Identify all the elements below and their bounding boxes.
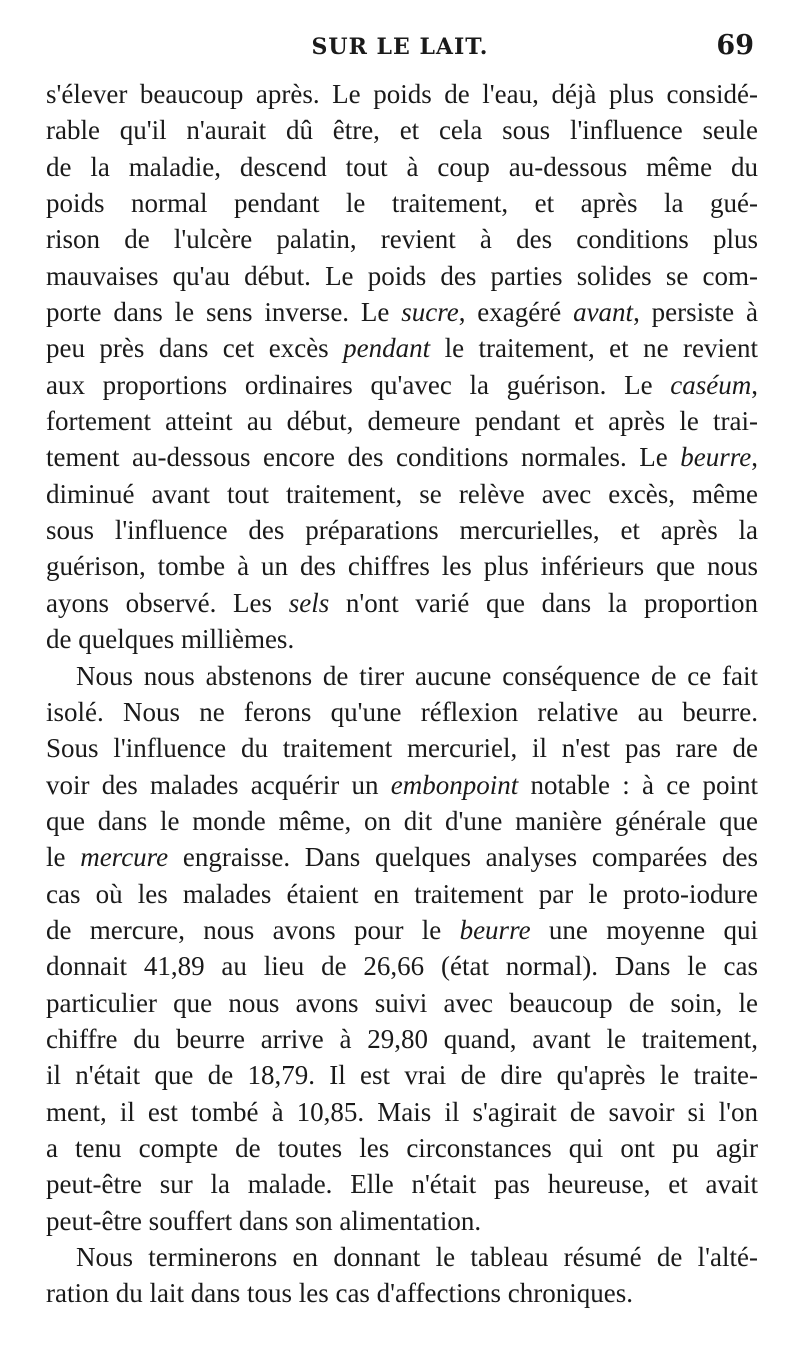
text-line [46, 112, 758, 148]
text-segment: peut-être sur la malade. Elle n'était pas heureuse, et avait [46, 1169, 758, 1200]
text-line [46, 1130, 758, 1166]
text-line [46, 76, 758, 112]
text-segment: ayons observé. Les [46, 587, 289, 618]
text-segment: notable : à ce point [518, 769, 758, 800]
text-segment: de quelques millièmes. [46, 624, 295, 655]
text-line [46, 839, 758, 875]
text-segment: isolé. Nous ne ferons qu'une réflexion relative au beurre. [46, 696, 758, 727]
italic-term: mercure [80, 842, 169, 873]
text-line [46, 876, 758, 912]
text-line [46, 1021, 758, 1057]
running-title: SUR LE LAIT. [311, 34, 489, 60]
text-segment: particulier que nous avons suivi avec beaucoup de soin, le [46, 987, 758, 1018]
text-segment: , exagéré [458, 297, 574, 328]
text-line [46, 476, 758, 512]
body-text [46, 76, 758, 1312]
text-segment: peu près dans cet excès [46, 333, 344, 364]
text-line [46, 912, 758, 948]
italic-term: beurre [459, 914, 531, 945]
page-number: 69 [716, 30, 754, 61]
text-line [46, 1239, 758, 1275]
text-segment: Sous l'influence du traitement mercuriel, il n'est pas rare de [46, 733, 758, 764]
text-line [46, 149, 758, 185]
text-segment: guérison, tombe à un des chiffres les plus inférieurs que nous [46, 551, 758, 582]
text-segment: Nous nous abstenons de tirer aucune conséquence de ce fait [76, 660, 758, 691]
italic-term: sucre [401, 297, 459, 328]
text-segment: donnait 41,89 au lieu de 26,66 (état normal). Dans le cas [46, 951, 758, 982]
text-segment: ration du lait dans tous les cas d'affections chroniques. [46, 1278, 633, 1309]
text-segment: rison de l'ulcère palatin, revient à des conditions plus [46, 224, 758, 255]
text-segment: ment, il est tombé à 10,85. Mais il s'agirait de savoir si l'on [46, 1096, 758, 1127]
text-segment: peut-être souffert dans son alimentation. [46, 1205, 482, 1236]
text-segment: engraisse. Dans quelques analyses comparées des [168, 842, 758, 873]
text-segment: le [46, 842, 81, 873]
text-segment: que dans le monde même, on dit d'une manière générale que [46, 805, 758, 836]
text-segment: le traitement, et ne revient [430, 333, 758, 364]
text-segment: , [751, 369, 758, 400]
text-line [46, 439, 758, 475]
text-line [46, 658, 758, 694]
text-segment: poids normal pendant le traitement, et après la gué- [46, 188, 758, 219]
text-line [46, 621, 758, 657]
italic-term: caséum [670, 369, 752, 400]
text-line [46, 985, 758, 1021]
text-segment: mauvaises qu'au début. Le poids des parties solides se com- [46, 260, 758, 291]
text-segment: rable qu'il n'aurait dû être, et cela sous l'influence seule [46, 115, 758, 146]
text-line [46, 803, 758, 839]
text-segment: voir des malades acquérir un [46, 769, 391, 800]
text-line [46, 730, 758, 766]
text-line [46, 948, 758, 984]
text-segment: de la maladie, descend tout à coup au-dessous même du [46, 151, 758, 182]
text-segment: n'ont varié que dans la proportion [329, 587, 758, 618]
text-line [46, 767, 758, 803]
text-segment: cas où les malades étaient en traitement par le proto-iodure [46, 878, 758, 909]
text-line [46, 1094, 758, 1130]
text-line [46, 1203, 758, 1239]
text-segment: diminué avant tout traitement, se relève avec excès, même [46, 478, 758, 509]
text-line [46, 258, 758, 294]
text-line [46, 185, 758, 221]
text-segment: s'élever beaucoup après. Le poids de l'eau, déjà plus considé- [46, 79, 758, 109]
text-segment: fortement atteint au début, demeure pendant et après le trai- [46, 406, 758, 437]
text-line [46, 221, 758, 257]
text-line [46, 548, 758, 584]
text-line [46, 1166, 758, 1202]
text-segment: , persiste à [633, 297, 758, 328]
text-segment: Nous terminerons en donnant le tableau résumé de l'alté- [76, 1242, 758, 1272]
text-segment: il n'était que de 18,79. Il est vrai de dire qu'après le traite- [46, 1060, 758, 1091]
text-line [46, 294, 758, 330]
text-segment: de mercure, nous avons pour le [46, 914, 460, 945]
text-segment: aux proportions ordinaires qu'avec la guérison. Le [46, 369, 671, 400]
italic-term: sels [288, 587, 330, 618]
text-segment: a tenu compte de toutes les circonstances qui ont pu agir [46, 1132, 758, 1163]
text-segment: , [751, 442, 758, 473]
italic-term: avant [573, 297, 634, 328]
italic-term: beurre [680, 442, 752, 473]
text-line [46, 585, 758, 621]
text-segment: sous l'influence des préparations mercurielles, et après la [46, 515, 758, 546]
text-segment: tement au-dessous encore des conditions normales. Le [46, 442, 681, 473]
text-line [46, 1057, 758, 1093]
text-line [46, 694, 758, 730]
text-line [46, 512, 758, 548]
text-segment: chiffre du beurre arrive à 29,80 quand, avant le traitement, [46, 1023, 758, 1054]
italic-term: pendant [343, 333, 431, 364]
text-line [46, 1275, 758, 1311]
italic-term: embonpoint [390, 769, 519, 800]
text-segment: une moyenne qui [530, 914, 758, 945]
text-line [46, 330, 758, 366]
text-segment: porte dans le sens inverse. Le [46, 297, 402, 328]
text-line [46, 367, 758, 403]
text-line [46, 403, 758, 439]
